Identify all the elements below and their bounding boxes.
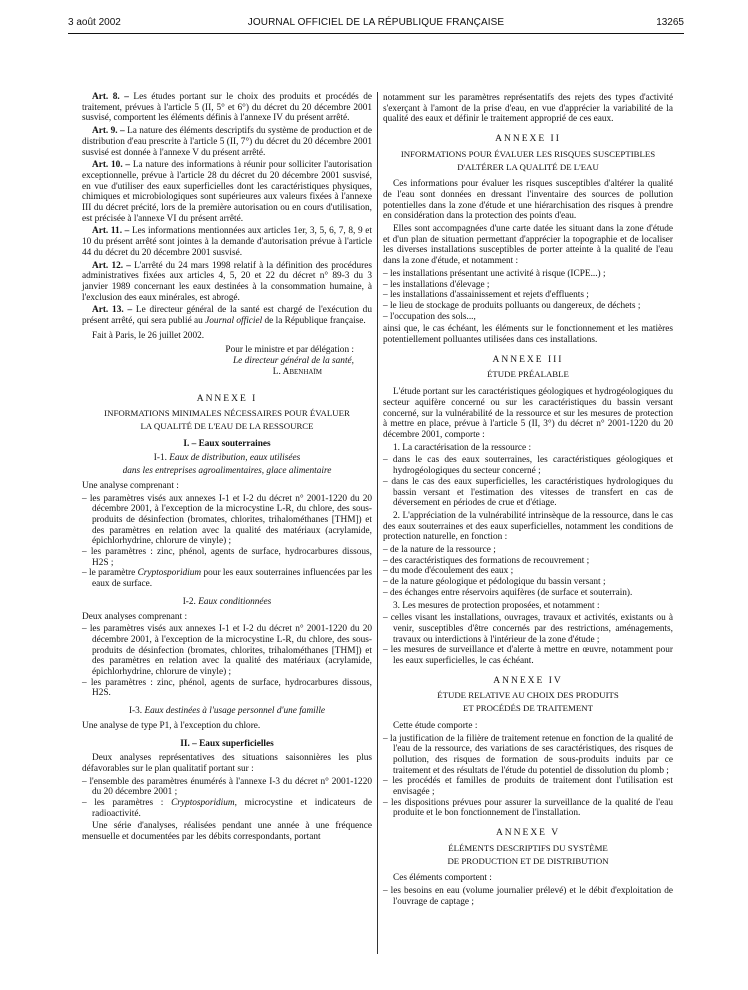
article-12 <box>82 261 372 304</box>
article-11 <box>82 226 372 258</box>
annexe-4-title-line-2: ET PROCÉDÉS DE TRAITEMENT <box>463 703 593 714</box>
annexe-3-item-1: 1. La caractérisation de la ressource : <box>393 442 532 453</box>
section-title: Eaux de distribution, eaux utilisées <box>169 453 301 464</box>
annexe-4-intro: Cette étude comporte : <box>393 720 478 731</box>
list-item: – du mode d'écoulement des eaux ; <box>383 566 514 577</box>
article-label: Art. 12. – <box>92 260 131 271</box>
left-column <box>82 92 372 845</box>
annexe-3-paragraph-1: L'étude portant sur les caractéristiques géologiques et hydrogéologiques du secteur aquifère concerné ou sur les caractéristiques du bassin versant concerné, sur la vulnérabilité de la ressource et sur les mesures de protection à mettre en place, prévue à l'article 5 (II, 3°) du décret n° 2001-1220 du 20 décembre 2001, comporte : <box>383 387 673 440</box>
annexe-3-heading: ANNEXE III <box>492 354 564 365</box>
annexe-2-title-line-1: INFORMATIONS POUR ÉVALUER LES RISQUES SUSCEPTIBLES <box>400 148 656 159</box>
signature-name: L. Abenhaïm <box>272 366 322 377</box>
annexe-5-intro: Ces éléments comportent : <box>393 873 492 884</box>
right-column <box>383 93 673 909</box>
list-item: – celles visant les installations, ouvrages, travaux et activités, existants ou à venir, susceptibles d'être concernés par des restrictions, aménagements, travaux ou interdictions à l'intérieur de la zone d'étude ; <box>383 613 673 645</box>
annexe-1-heading: ANNEXE I <box>196 393 258 404</box>
section-2-intro: Deux analyses représentatives des situations saisonnières les plus défavorables sur le plan qualitatif portant sur : <box>82 753 372 774</box>
annexe-2-list <box>383 269 673 323</box>
column-divider <box>377 92 378 954</box>
list-item: – les paramètres visés aux annexes I-1 et I-2 du décret n° 2001-1220 du 20 décembre 2001, à l'exception de la microcystine L-R, du chlore, des sous-produits de désinfection (bromates, chlorites, trihalométhanes [THM]) et des paramètres en relation avec la qualité des matériaux (acrylamide, épichlorhydrine, chlorure de vinyle) ; <box>82 493 372 547</box>
section-title: Eaux conditionnées <box>198 596 272 607</box>
section-1-1-heading <box>82 453 372 464</box>
section-1-1-intro: Une analyse comprenant : <box>82 480 179 491</box>
article-label: Art. 9. – <box>92 126 125 137</box>
section-1-3-heading <box>82 706 372 717</box>
section-1-1-heading-line-2: dans les entreprises agroalimentaires, glace alimentaire <box>122 466 332 477</box>
header-journal-title: JOURNAL OFFICIEL DE LA RÉPUBLIQUE FRANÇAISE <box>247 17 505 28</box>
section-1-2-intro: Deux analyses comprenant : <box>82 611 188 622</box>
article-9 <box>82 126 372 158</box>
list-item: – les mesures de surveillance et d'alerte à mettre en œuvre, notamment pour les eaux superficielles, le cas échéant. <box>383 645 673 667</box>
page-header <box>68 17 684 31</box>
section-2-heading: II. – Eaux superficielles <box>180 738 274 749</box>
annexe-3-item-3: 3. Les mesures de protection proposées, et notamment : <box>393 600 600 611</box>
list-item: – les besoins en eau (volume journalier prélevé) et le débit d'exploitation de l'ouvrage de captage ; <box>383 886 673 907</box>
list-text: – le paramètre <box>82 568 138 579</box>
section-1-1-list <box>82 494 372 590</box>
list-item: – dans le cas des eaux souterraines, les caractéristiques géologiques et hydrogéologiques du secteur concerné ; <box>383 455 673 477</box>
article-text: Les études portant sur le choix des produits et procédés de traitement, prévues à l'article 5 (II, 5° et 6°) du décret du 20 décembre 2001 susvisé, comportent les éléments définis à l'annexe IV du présent arrêté. <box>82 92 372 124</box>
list-item: – la justification de la filière de traitement retenue en fonction de la qualité de l'eau de la ressource, des variations de ses caractéristiques, des risques de pollution, des risques de formation de sous-produits induits par ce traitement et des résultats de l'étude du potentiel de dissolution du plomb ; <box>383 733 673 776</box>
list-text: , microcystine et indicateurs de radioactivité. <box>92 798 372 819</box>
article-text: L'arrêté du 24 mars 1998 relatif à la définition des procédures administratives fixées aux articles 4, 5, 20 et 22 du décret n° 89-3 du 3 janvier 1989 concernant les eaux destinées à la consommation humaine, à l'exclusion des eaux minérales, est abrogé. <box>82 260 372 303</box>
annexe-1-title-line-2: LA QUALITÉ DE L'EAU DE LA RESSOURCE <box>140 420 314 431</box>
article-text: Le directeur général de la santé est chargé de l'exécution du présent arrêté, qui sera publié au <box>82 305 372 327</box>
annexe-5-list <box>383 886 673 907</box>
section-2-list <box>82 777 372 820</box>
annexe-1-title-line-1: INFORMATIONS MINIMALES NÉCESSAIRES POUR ÉVALUER <box>104 408 350 419</box>
annexe-3-title: ÉTUDE PRÉALABLE <box>487 369 569 380</box>
annexe-3-item-2-list <box>383 545 673 599</box>
annexe-2-title-line-2: D'ALTÉRER LA QUALITÉ DE L'EAU <box>457 161 599 172</box>
article-label: Art. 11. – <box>92 226 130 237</box>
list-text: pour les eaux souterraines influencées par les eaux de surface. <box>92 568 372 590</box>
section-title: Eaux destinées à l'usage personnel d'une famille <box>144 706 326 717</box>
section-number: I-3. <box>128 706 145 717</box>
list-text: – les paramètres : <box>82 798 172 809</box>
list-item: – l'occupation des sols..., <box>383 311 476 322</box>
article-text-italic: Journal officiel <box>205 316 263 327</box>
header-rule <box>68 33 684 34</box>
annexe-3-item-2: 2. L'appréciation de la vulnérabilité intrinsèque de la ressource, dans le cas des eaux souterraines et des eaux superficielles, notamment les conditions de protection naturelle, en fonction : <box>383 510 673 543</box>
list-text-italic: Cryptosporidium <box>137 568 202 579</box>
list-item: – les paramètres : zinc, phénol, agents de surface, hydrocarbures dissous, H2S. <box>82 677 372 699</box>
list-item: – de la nature de la ressource ; <box>383 545 496 556</box>
list-item: – les paramètres : zinc, phénol, agents de surface, hydrocarbures dissous, H2S ; <box>82 547 372 568</box>
annexe-4-heading: ANNEXE IV <box>493 675 563 686</box>
article-text: La nature des éléments descriptifs du système de production et de distribution d'eau prescrite à l'article 5 (II, 7°) du décret du 20 décembre 2001 susvisé est donnée à l'annexe V du présent arrêté. <box>82 126 373 158</box>
header-date: 3 août 2002 <box>68 17 121 28</box>
annexe-3-item-3-list <box>383 613 673 667</box>
signature-line-1: Pour le ministre et par délégation : <box>225 345 354 356</box>
list-item: – dans le cas des eaux superficielles, les caractéristiques hydrologiques du bassin versant et l'estimation des vitesses de transfert en cas de déversement en périodes de crue et d'étiage. <box>383 476 673 509</box>
list-item: – des échanges entre réservoirs aquifères (de surface et souterrain). <box>383 587 633 598</box>
annexe-3-item-1-list <box>383 455 673 509</box>
list-item: – les installations présentant une activité à risque (ICPE...) ; <box>383 268 606 279</box>
annexe-5-title-line-2: DE PRODUCTION ET DE DISTRIBUTION <box>447 855 609 866</box>
section-2-closing: Une série d'analyses, réalisées pendant une année à une fréquence mensuelle et documentées par les débits correspondants, portant <box>82 821 372 843</box>
list-item: – les paramètres visés aux annexes I-1 et I-2 du décret n° 2001-1220 du 20 décembre 2001, à l'exception de la microcystine L-R, du chlore, des sous-produits de désinfection (bromates, chlorites, trihalométhanes [THM]) et des paramètres en relation avec la qualité des matériaux (acrylamide, épichlorhydrine, chlorure de vinyle) ; <box>82 624 372 678</box>
list-item <box>82 798 372 819</box>
article-text: Les informations mentionnées aux articles 1er, 3, 5, 6, 7, 8, 9 et 10 du présent arrêté sont jointes à la demande d'autorisation prévue à l'article 44 du décret du 20 décembre 2001 susvisé. <box>82 226 373 258</box>
list-item: – l'ensemble des paramètres énumérés à l'annexe I-3 du décret n° 2001-1220 du 20 décembre 2001 ; <box>82 776 372 798</box>
annexe-5-heading: ANNEXE V <box>495 828 561 839</box>
article-label: Art. 13. – <box>92 305 133 316</box>
annexe-4-title-line-1: ÉTUDE RELATIVE AU CHOIX DES PRODUITS <box>437 690 619 701</box>
annexe-2-heading: ANNEXE II <box>495 134 561 145</box>
article-text: La nature des informations à réunir pour solliciter l'autorisation exceptionnelle, prévue à l'article 28 du décret du 20 décembre 2001 susvisé, en vue d'utiliser des eaux superficielles dont les caractéristiques physiques, chimiques et microbiologiques sont supérieures aux valeurs fixées à l'annexe III du décret précité, lors de la première autorisation ou en cours d'utilisation, est précisée à l'annexe VI du présent arrêté. <box>82 160 373 224</box>
article-8 <box>82 92 372 124</box>
annexe-2-paragraph-1: Ces informations pour évaluer les risques susceptibles d'altérer la qualité de l'eau sont données en dressant l'inventaire des sources de pollution potentielles dans la zone d'étude et une hiérarchisation des risques à prendre en considération dans la protection des points d'eau. <box>383 179 673 222</box>
fait-a-paris: Fait à Paris, le 26 juillet 2002. <box>92 330 205 341</box>
section-1-heading: I. – Eaux souterraines <box>183 438 271 449</box>
section-number: I-2. <box>182 596 199 607</box>
section-number: I-1. <box>153 453 170 464</box>
list-item: – le lieu de stockage de produits polluants ou dangereux, de déchets ; <box>383 300 641 311</box>
annexe-2-paragraph-2: Elles sont accompagnées d'une carte datée les situant dans la zone d'étude et d'un plan de situation permettant d'apprécier la topographie et de localiser les diverses installations susceptibles de porter atteinte à la qualité de l'eau dans la zone d'étude, et notamment : <box>383 224 673 267</box>
section-1-2-heading <box>82 597 372 608</box>
annexe-5-title-line-1: ÉLÉMENTS DESCRIPTIFS DU SYSTÈME <box>448 842 608 853</box>
section-1-2-list <box>82 624 372 699</box>
list-item: – les dispositions prévues pour assurer la surveillance de la qualité de l'eau produite et le bon fonctionnement de l'installation. <box>383 797 673 819</box>
list-item: – les installations d'élevage ; <box>383 279 490 290</box>
list-item <box>82 568 372 589</box>
list-item: – des caractéristiques des formations de recouvrement ; <box>383 555 590 566</box>
list-item: – les procédés et familles de produits de traitement dont l'utilisation est envisagée ; <box>383 776 673 798</box>
article-13 <box>82 305 372 326</box>
section-1-3-text: Une analyse de type P1, à l'exception du chlore. <box>82 720 261 731</box>
list-item: – de la nature géologique et pédologique du bassin versant ; <box>383 577 606 588</box>
annexe-2-closing: ainsi que, le cas échéant, les éléments sur le fonctionnement et les matières potentiellement polluantes utilisées dans ces installations. <box>383 324 673 346</box>
article-10 <box>82 160 372 224</box>
list-item: – les installations d'assainissement et rejets d'effluents ; <box>383 290 589 301</box>
continuation-text: notamment sur les paramètres représentatifs des rejets des types d'activité s'exerçant à l'amont de la prise d'eau, en vue d'apprécier la variabilité de la qualité des eaux et définir le traitement approprié de ces eaux. <box>383 93 673 125</box>
article-label: Art. 8. – <box>92 92 129 102</box>
list-text-italic: Cryptosporidium <box>171 798 235 809</box>
header-page-number: 13265 <box>656 17 684 28</box>
signature-line-2: Le directeur général de la santé, <box>232 356 354 367</box>
annexe-4-list <box>383 734 673 820</box>
article-text: de la République française. <box>262 316 366 327</box>
article-label: Art. 10. – <box>92 160 131 171</box>
